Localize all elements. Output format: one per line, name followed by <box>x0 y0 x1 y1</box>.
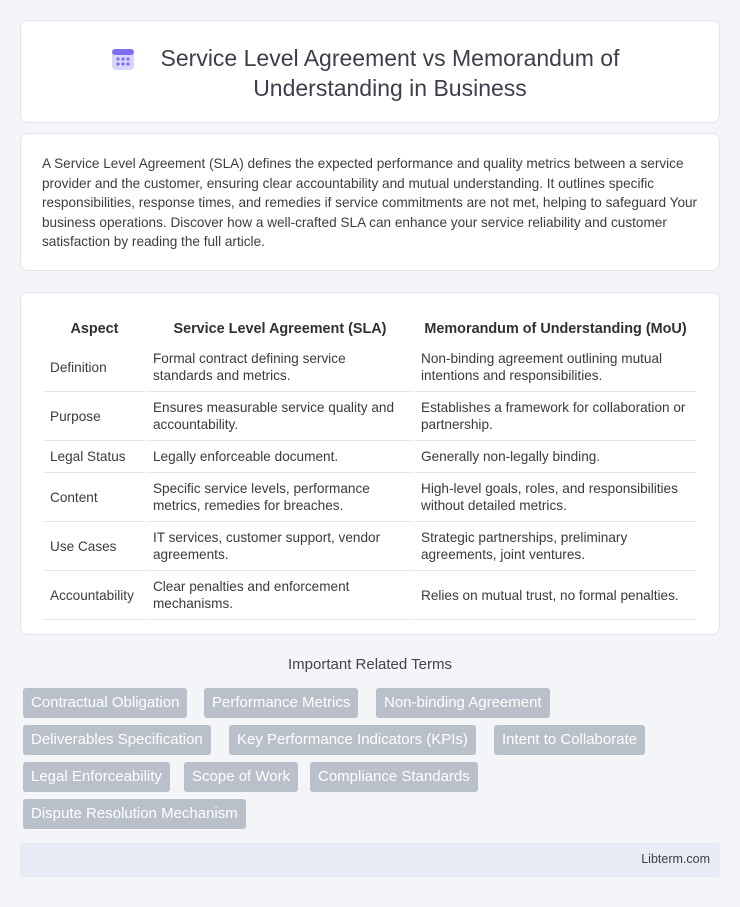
table-row <box>44 473 696 522</box>
table-row <box>44 441 696 473</box>
term-tag[interactable]: Performance Metrics <box>204 688 358 718</box>
footer-brand-link[interactable]: Libterm.com <box>641 852 710 866</box>
header-mou: Memorandum of Understanding (MoU) <box>424 321 687 337</box>
table-row <box>44 392 696 441</box>
footer <box>20 843 720 877</box>
table-header-row <box>44 313 696 343</box>
header-sla: Service Level Agreement (SLA) <box>173 321 387 337</box>
intro-card <box>20 133 720 271</box>
row-sla: Legally enforceable document. <box>147 441 413 473</box>
term-tag[interactable]: Key Performance Indicators (KPIs) <box>229 725 476 755</box>
row-aspect: Legal Status <box>44 441 145 473</box>
term-tag[interactable]: Dispute Resolution Mechanism <box>23 799 246 829</box>
title-card <box>20 20 720 123</box>
row-aspect: Definition <box>44 343 145 392</box>
comparison-table <box>42 313 698 620</box>
intro-text: A Service Level Agreement (SLA) defines the expected performance and quality metrics between a service provider and the customer, ensuring clear accountability and mutual understanding. It outlines specific responsibilities, response times, and remedies if service commitments are not met, helping to safeguard Your business operations. Discover how a well-crafted SLA can enhance your service reliability and customer satisfaction by reading the full article. <box>42 156 698 249</box>
row-sla: Ensures measurable service quality and accountability. <box>147 392 413 441</box>
term-tag[interactable]: Legal Enforceability <box>23 762 170 792</box>
row-sla: IT services, customer support, vendor agreements. <box>147 522 413 571</box>
row-mou: Relies on mutual trust, no formal penalties. <box>415 571 696 620</box>
table-row <box>44 522 696 571</box>
row-aspect: Use Cases <box>44 522 145 571</box>
row-mou: Establishes a framework for collaboration or partnership. <box>415 392 696 441</box>
row-sla: Formal contract defining service standards and metrics. <box>147 343 413 392</box>
row-aspect: Purpose <box>44 392 145 441</box>
term-tag[interactable]: Intent to Collaborate <box>494 725 645 755</box>
row-sla: Specific service levels, performance metrics, remedies for breaches. <box>147 473 413 522</box>
table-row <box>44 571 696 620</box>
related-terms-heading: Important Related Terms <box>288 656 452 673</box>
row-mou: High-level goals, roles, and responsibilities without detailed metrics. <box>415 473 696 522</box>
term-tag[interactable]: Non-binding Agreement <box>376 688 550 718</box>
term-tag[interactable]: Contractual Obligation <box>23 688 187 718</box>
row-mou: Non-binding agreement outlining mutual intentions and responsibilities. <box>415 343 696 392</box>
term-tag[interactable]: Deliverables Specification <box>23 725 211 755</box>
row-aspect: Content <box>44 473 145 522</box>
term-tag[interactable]: Scope of Work <box>184 762 298 792</box>
page-title: Service Level Agreement vs Memorandum of Understanding in Business <box>160 45 620 101</box>
row-mou: Strategic partnerships, preliminary agreements, joint ventures. <box>415 522 696 571</box>
row-mou: Generally non-legally binding. <box>415 441 696 473</box>
table-row <box>44 343 696 392</box>
comparison-card <box>20 292 720 635</box>
row-sla: Clear penalties and enforcement mechanisms. <box>147 571 413 620</box>
term-tag[interactable]: Compliance Standards <box>310 762 478 792</box>
header-aspect: Aspect <box>70 321 119 337</box>
row-aspect: Accountability <box>44 571 145 620</box>
